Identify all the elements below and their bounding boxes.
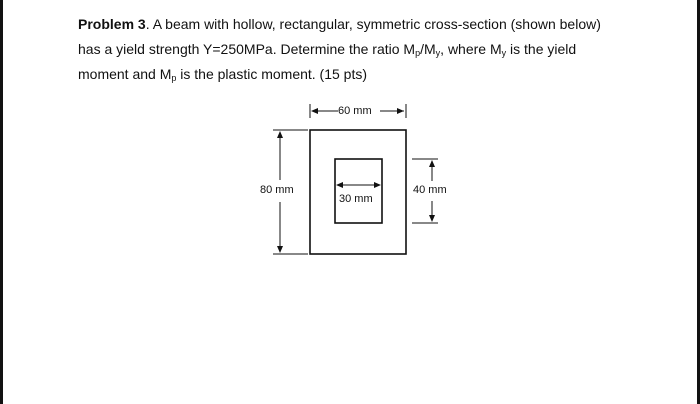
- problem-statement: [78, 12, 678, 87]
- width-arrowhead-left: [311, 108, 318, 114]
- left-border: [0, 0, 3, 404]
- subscript-y: y: [435, 48, 441, 58]
- subscript-p: p: [415, 48, 421, 58]
- inner-rectangle: [335, 159, 382, 223]
- problem-heading: Problem 3: [78, 16, 146, 32]
- outer-rectangle: [310, 130, 406, 254]
- height-arrowhead-top: [277, 131, 283, 138]
- problem-line-2-text-c: , where M: [440, 41, 502, 57]
- subscript-y: y: [501, 48, 507, 58]
- inner-height-arrowhead-bottom: [429, 215, 435, 222]
- inner-height-arrowhead-top: [429, 160, 435, 167]
- inner-height-label: 40 mm: [413, 184, 447, 196]
- outer-height-label: 80 mm: [260, 184, 294, 196]
- subscript-p: p: [171, 73, 177, 83]
- inner-width-label: 30 mm: [339, 193, 373, 205]
- problem-line-1-text: . A beam with hollow, rectangular, symmetric cross-section (shown below): [145, 16, 601, 32]
- height-arrowhead-bottom: [277, 246, 283, 253]
- inner-width-arrowhead-right: [374, 182, 381, 188]
- problem-line-3: [78, 62, 678, 87]
- cross-section-figure: [240, 96, 470, 266]
- problem-line-2: [78, 37, 678, 62]
- problem-line-3-text-a: moment and M: [78, 66, 172, 82]
- problem-line-2-text-a: has a yield strength Y=250MPa. Determine the ratio M: [78, 41, 416, 57]
- outer-width-label: 60 mm: [338, 105, 372, 117]
- cross-section-drawing: [240, 96, 470, 266]
- inner-width-arrowhead-left: [336, 182, 343, 188]
- problem-line-2-text-d: is the yield: [506, 41, 577, 57]
- problem-line-1: [78, 12, 678, 37]
- problem-line-2-text-b: /M: [420, 41, 436, 57]
- problem-line-3-text-b: is the plastic moment. (15 pts): [176, 66, 368, 82]
